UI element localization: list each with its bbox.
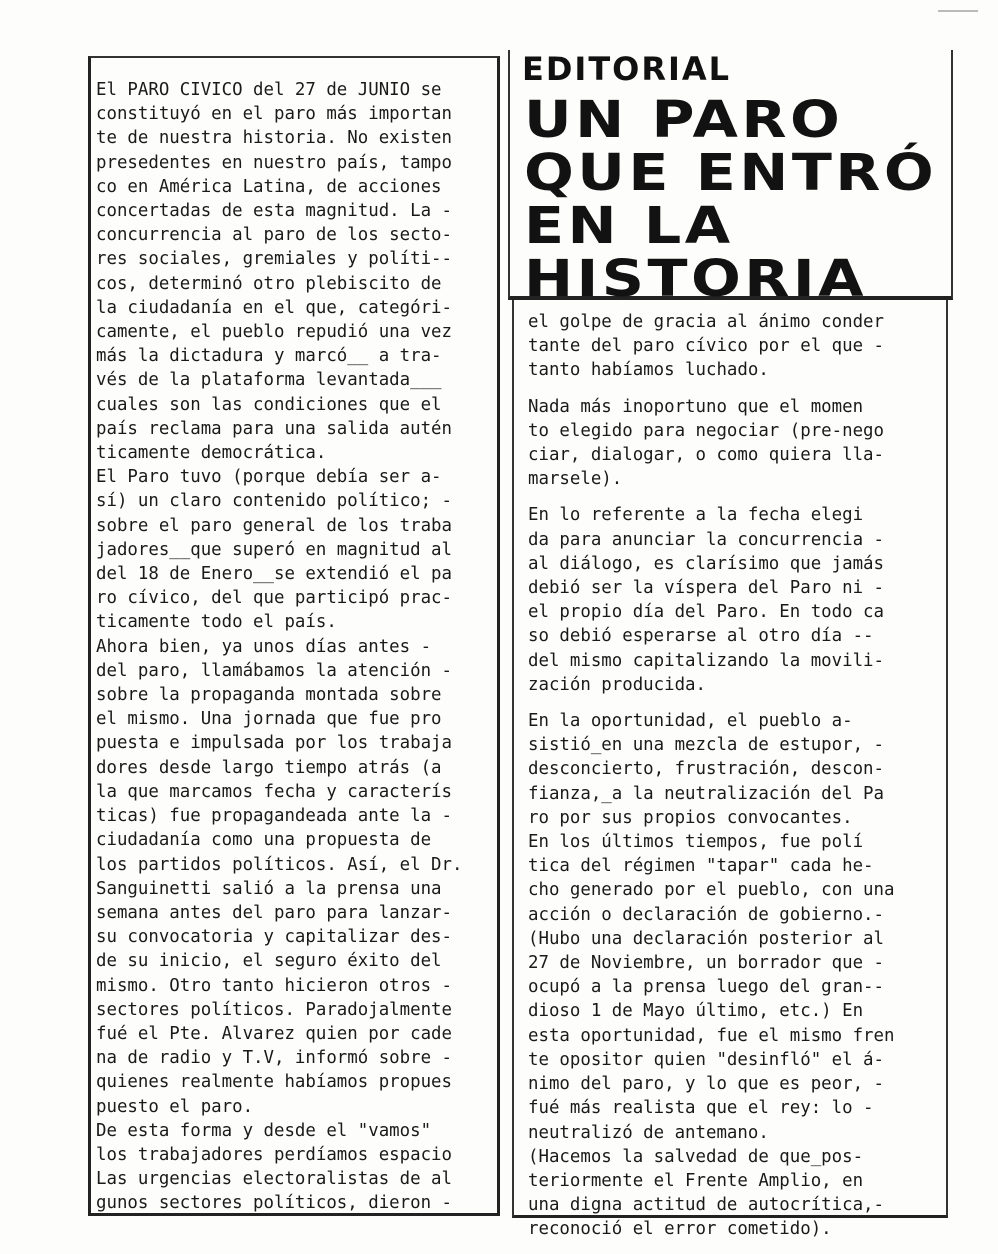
text-line: ro cívico, del que participó prac- bbox=[96, 588, 452, 609]
text-line: zación producida. bbox=[528, 674, 706, 695]
text-line: teriormente el Frente Amplio, en bbox=[528, 1170, 864, 1191]
text-line: su convocatoria y capitalizar des- bbox=[96, 927, 452, 948]
text-line: mismo. Otro tanto hicieron otros - bbox=[96, 975, 452, 996]
text-line: na de radio y T.V, informó sobre - bbox=[96, 1048, 452, 1069]
text-line: sobre la propaganda montada sobre bbox=[96, 685, 442, 706]
headline-line: UN PARO bbox=[524, 91, 844, 150]
text-line: fianza,_a la neutralización del Pa bbox=[528, 783, 884, 804]
text-line: reconoció el error cometido). bbox=[528, 1219, 832, 1240]
text-line: el golpe de gracia al ánimo conder bbox=[528, 312, 884, 332]
text-line: constituyó en el paro más importan bbox=[96, 104, 452, 125]
text-line: al diálogo, es clarísimo que jamás bbox=[528, 553, 884, 574]
text-line: acción o declaración de gobierno.- bbox=[528, 904, 884, 925]
text-line: presedentes en nuestro país, tampo bbox=[96, 152, 452, 173]
text-line: la que marcamos fecha y caracterís bbox=[96, 781, 452, 802]
text-line: quienes realmente habíamos propues bbox=[96, 1072, 452, 1093]
text-line: ticamente democrática. bbox=[96, 443, 327, 464]
text-line: una digna actitud de autocrítica,- bbox=[528, 1195, 884, 1216]
text-line: tica del régimen "tapar" cada he- bbox=[528, 856, 874, 877]
text-line: da para anunciar la concurrencia - bbox=[528, 529, 884, 550]
text-line: co en América Latina, de acciones bbox=[96, 176, 442, 197]
paragraph bbox=[528, 709, 938, 830]
paragraph bbox=[528, 395, 938, 492]
text-line: cuales son las condiciones que el bbox=[96, 394, 442, 415]
text-line: to elegido para negociar (pre-nego bbox=[528, 420, 884, 441]
paragraph bbox=[528, 503, 938, 697]
text-line: ocupó a la prensa luego del gran-- bbox=[528, 977, 884, 998]
text-line: En lo referente a la fecha elegi bbox=[528, 505, 864, 526]
text-line: los trabajadores perdíamos espacio bbox=[96, 1144, 452, 1165]
text-line: so debió esperarse al otro día -- bbox=[528, 626, 874, 647]
text-line: la ciudadanía en el que, categóri- bbox=[96, 297, 452, 318]
paragraph bbox=[528, 830, 938, 1241]
text-line: En la oportunidad, el pueblo a- bbox=[528, 711, 853, 732]
text-line: Nada más inoportuno que el momen bbox=[528, 396, 864, 417]
text-line: más la dictadura y marcó__ a tra- bbox=[96, 346, 442, 367]
editorial-headline bbox=[524, 91, 998, 309]
text-line: En los últimos tiempos, fue polí bbox=[528, 832, 864, 853]
text-line: te de nuestra historia. No existen bbox=[96, 128, 452, 149]
text-line: los partidos políticos. Así, el Dr. bbox=[96, 854, 463, 875]
text-line: el propio día del Paro. En todo ca bbox=[528, 602, 884, 623]
text-line: marsele). bbox=[528, 469, 623, 490]
scan-edge-mark bbox=[938, 10, 978, 12]
text-line: sistió_en una mezcla de estupor, - bbox=[528, 735, 884, 756]
text-line: Las urgencias electoralistas de al bbox=[96, 1169, 452, 1190]
text-line: sobre el paro general de los traba bbox=[96, 515, 452, 536]
text-line: cho generado por el pueblo, con una bbox=[528, 880, 895, 901]
text-line: ro por sus propios convocantes. bbox=[528, 807, 853, 828]
text-line: 27 de Noviembre, un borrador que - bbox=[528, 953, 884, 974]
text-line: del paro, llamábamos la atención - bbox=[96, 660, 452, 681]
text-line: tanto habíamos luchado. bbox=[528, 360, 769, 381]
text-line: jadores__que superó en magnitud al bbox=[96, 539, 452, 560]
text-line: Sanguinetti salió a la prensa una bbox=[96, 878, 442, 899]
text-line: El PARO CIVICO del 27 de JUNIO se bbox=[96, 80, 442, 100]
right-column-text bbox=[528, 310, 938, 1254]
text-line: dioso 1 de Mayo último, etc.) En bbox=[528, 1001, 864, 1022]
text-line: de su inicio, el seguro éxito del bbox=[96, 951, 442, 972]
headline-line: QUE ENTRÓ bbox=[524, 144, 938, 203]
text-line: vés de la plataforma levantada___ bbox=[96, 370, 442, 391]
text-line: sectores políticos. Paradojalmente bbox=[96, 999, 452, 1020]
text-line: fué más realista que el rey: lo - bbox=[528, 1098, 874, 1119]
paragraph bbox=[528, 310, 938, 383]
text-line: concertadas de esta magnitud. La - bbox=[96, 201, 452, 222]
text-line: puesta e impulsada por los trabaja bbox=[96, 733, 452, 754]
text-line: Ahora bien, ya unos días antes - bbox=[96, 636, 432, 657]
text-line: De esta forma y desde el "vamos" bbox=[96, 1120, 432, 1141]
text-line: del mismo capitalizando la movili- bbox=[528, 650, 884, 671]
text-line: camente, el pueblo repudió una vez bbox=[96, 322, 452, 343]
text-line: El Paro tuvo (porque debía ser a- bbox=[96, 467, 442, 488]
text-line: ticas) fue propagandeada ante la - bbox=[96, 806, 452, 827]
text-line: gunos sectores políticos, dieron - bbox=[96, 1193, 452, 1214]
text-line: semana antes del paro para lanzar- bbox=[96, 902, 452, 923]
text-line: (Hubo una declaración posterior al bbox=[528, 928, 884, 949]
text-line: tante del paro cívico por el que - bbox=[528, 336, 884, 357]
text-line: esta oportunidad, fue el mismo fren bbox=[528, 1025, 895, 1046]
text-line: fué el Pte. Alvarez quien por cade bbox=[96, 1023, 452, 1044]
text-line: neutralizó de antemano. bbox=[528, 1122, 769, 1143]
text-line: sí) un claro contenido político; - bbox=[96, 491, 452, 512]
text-line: cos, determinó otro plebiscito de bbox=[96, 273, 442, 294]
text-line: desconcierto, frustración, descon- bbox=[528, 759, 884, 780]
text-line: ciar, dialogar, o como quiera lla- bbox=[528, 445, 884, 466]
text-line: país reclama para una salida autén bbox=[96, 418, 452, 439]
text-line: ciudadanía como una propuesta de bbox=[96, 830, 432, 851]
text-line: dores desde largo tiempo atrás (a bbox=[96, 757, 442, 778]
left-column-text bbox=[96, 78, 496, 1216]
text-line: concurrencia al paro de los secto- bbox=[96, 225, 452, 246]
text-line: te opositor quien "desinfló" el á- bbox=[528, 1049, 884, 1070]
text-line: el mismo. Una jornada que fue pro bbox=[96, 709, 442, 730]
text-line: (Hacemos la salvedad de que_pos- bbox=[528, 1146, 864, 1167]
text-line: nimo del paro, y lo que es peor, - bbox=[528, 1074, 884, 1095]
text-line: puesto el paro. bbox=[96, 1096, 254, 1117]
headline-line: HISTORIA bbox=[524, 250, 867, 309]
text-line: debió ser la víspera del Paro ni - bbox=[528, 578, 884, 599]
text-line: del 18 de Enero__se extendió el pa bbox=[96, 564, 452, 585]
editorial-kicker: EDITORIAL bbox=[522, 50, 732, 88]
headline-line: EN LA bbox=[524, 197, 734, 256]
text-line: ticamente todo el país. bbox=[96, 612, 337, 633]
text-line: res sociales, gremiales y políti-- bbox=[96, 249, 452, 270]
